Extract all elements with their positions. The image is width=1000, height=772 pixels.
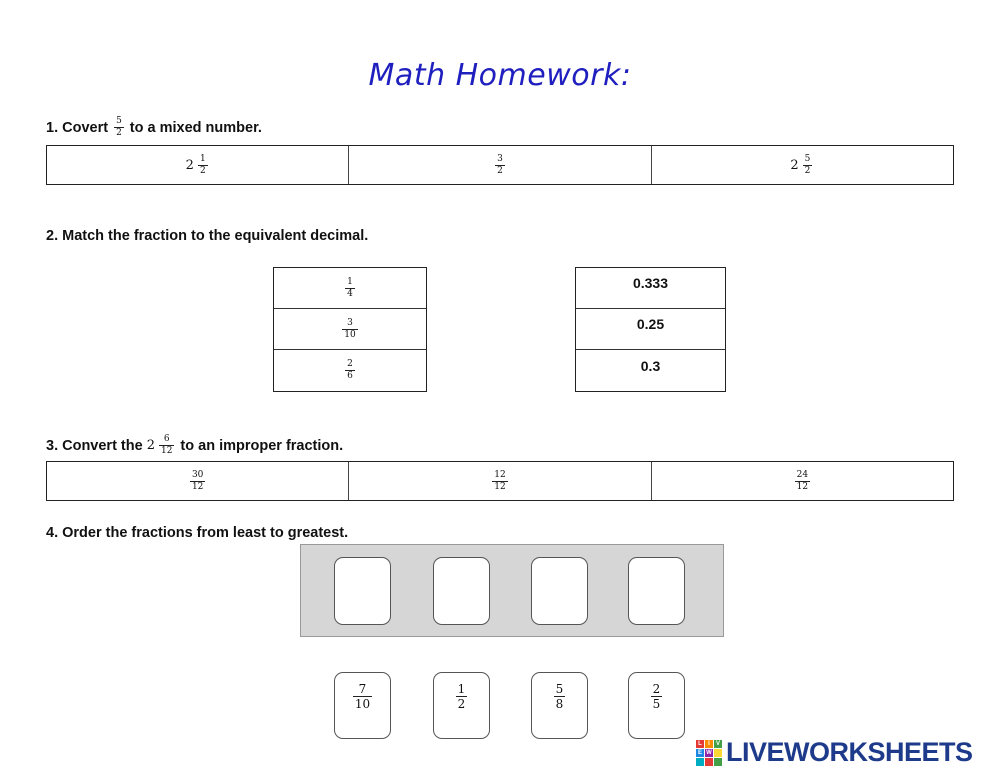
draggable-fraction-tile[interactable]: $\frac{2}{5}$ xyxy=(628,672,685,739)
draggable-fraction-tile[interactable]: $\frac{1}{2}$ xyxy=(433,672,490,739)
page-title: Math Homework: xyxy=(368,58,632,93)
drop-slot[interactable] xyxy=(628,557,685,625)
question-3-label: 3. Convert the 2 $\frac{6}{12}$ to an improper fraction. xyxy=(46,434,344,456)
drop-tray xyxy=(300,544,724,637)
logo-grid-icon: L I V E W xyxy=(696,740,722,766)
draggable-fraction-tile[interactable]: $\frac{5}{8}$ xyxy=(531,672,588,739)
answer-option[interactable]: $\frac{24}{12}$ xyxy=(796,469,809,492)
mixed-number: 2 $\frac{6}{12}$ xyxy=(146,434,173,456)
question-1-options xyxy=(46,145,954,185)
drop-slot[interactable] xyxy=(334,557,391,625)
question-4-label: 4. Order the fractions from least to greatest. xyxy=(46,525,349,541)
match-fraction[interactable]: $\frac{3}{10}$ xyxy=(274,309,426,350)
decimal-column xyxy=(575,267,726,392)
match-decimal[interactable]: 0.25 xyxy=(576,309,725,350)
question-3-options xyxy=(46,461,954,501)
liveworksheets-logo xyxy=(696,737,973,768)
answer-option[interactable]: 2 $\frac{5}{2}$ xyxy=(790,153,811,176)
answer-option[interactable]: $\frac{30}{12}$ xyxy=(47,462,349,500)
question-1-label: 1. Covert $\frac{5}{2}$ to a mixed number. xyxy=(46,116,262,138)
drop-slot[interactable] xyxy=(531,557,588,625)
answer-option[interactable]: $\frac{3}{2}$ xyxy=(349,146,651,184)
answer-option[interactable]: $\frac{12}{12}$ xyxy=(349,462,651,500)
fraction-column xyxy=(273,267,427,392)
logo-text: LIVEWORKSHEETS xyxy=(726,737,973,767)
fraction: $\frac{5}{2}$ xyxy=(116,116,122,138)
match-fraction[interactable]: $\frac{1}{4}$ xyxy=(274,268,426,309)
answer-option[interactable]: 2 $\frac{1}{2}$ xyxy=(47,146,349,184)
draggable-fraction-tile[interactable]: $\frac{7}{10}$ xyxy=(334,672,391,739)
match-decimal[interactable]: 0.3 xyxy=(640,357,661,374)
match-decimal[interactable]: 0.333 xyxy=(576,268,725,309)
match-fraction[interactable]: $\frac{2}{6}$ xyxy=(347,359,353,381)
question-2-label: 2. Match the fraction to the equivalent decimal. xyxy=(46,228,369,244)
drop-slot[interactable] xyxy=(433,557,490,625)
